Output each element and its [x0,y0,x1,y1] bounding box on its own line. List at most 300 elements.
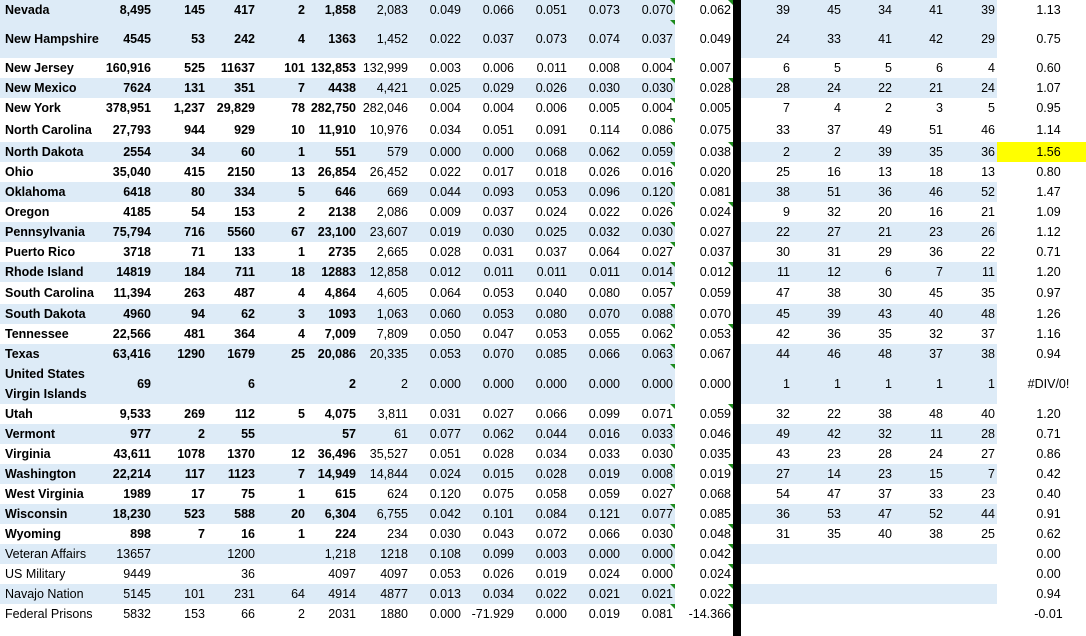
cell-c3[interactable]: 112 [234,407,255,421]
cell-r4[interactable]: 0.024 [588,567,620,581]
cell-c5[interactable]: 2 [349,377,356,391]
cell-avg[interactable]: -14.366 [675,604,733,624]
cell-c3[interactable]: 75 [241,487,255,501]
cell-r5[interactable]: 0.030 [622,222,675,242]
cell-c5[interactable]: 4,864 [324,286,356,300]
cell-c5[interactable]: 282,750 [310,101,356,115]
cell-k2[interactable]: 33 [827,32,841,46]
cell-c3[interactable]: 29,829 [216,101,255,115]
cell-c3[interactable]: 66 [241,607,255,621]
cell-r2[interactable]: 0.004 [482,101,514,115]
cell-r5[interactable]: 0.063 [622,344,675,364]
cell-r4[interactable]: 0.099 [588,407,620,421]
cell-r2[interactable]: 0.053 [482,307,514,321]
cell-k3[interactable]: 2 [885,101,892,115]
cell-c6[interactable]: 2,083 [376,3,408,17]
cell-r3[interactable]: 0.053 [535,185,567,199]
cell-c4[interactable]: 4 [298,327,305,341]
cell-k4[interactable]: 11 [930,427,943,441]
cell-avg[interactable]: 0.062 [675,0,733,20]
cell-avg[interactable]: 0.085 [675,504,733,524]
cell-state[interactable]: New York [5,101,61,115]
cell-avg[interactable]: 0.028 [675,78,733,98]
cell-c4[interactable]: 1 [298,527,305,541]
cell-k1[interactable]: 32 [776,407,790,421]
cell-r1[interactable]: 0.030 [429,527,461,541]
cell-c6[interactable]: 4877 [380,587,408,601]
cell-r3[interactable]: 0.018 [535,165,567,179]
cell-r5[interactable]: 0.057 [622,282,675,304]
cell-k2[interactable]: 16 [827,165,841,179]
cell-k2[interactable]: 46 [827,347,841,361]
cell-c5[interactable]: 615 [335,487,356,501]
cell-avg[interactable]: 0.005 [675,98,733,118]
cell-c5[interactable]: 1,858 [324,3,356,17]
cell-avg[interactable]: 0.012 [675,262,733,282]
cell-k2[interactable]: 47 [827,487,841,501]
cell-k2[interactable]: 53 [827,507,841,521]
cell-c1[interactable]: 22,566 [112,327,151,341]
cell-ratio[interactable]: 0.62 [997,524,1086,544]
cell-k1[interactable]: 54 [776,487,790,501]
cell-r5[interactable]: 0.027 [622,484,675,504]
cell-state[interactable]: North Dakota [5,145,84,159]
cell-c4[interactable]: 20 [291,507,305,521]
cell-avg[interactable]: 0.020 [675,162,733,182]
cell-k3[interactable] [843,584,894,604]
cell-c1[interactable]: 11,394 [113,286,151,300]
cell-state[interactable]: Veteran Affairs [5,547,87,561]
cell-r1[interactable]: 0.022 [429,32,461,46]
cell-k5[interactable]: 13 [981,165,995,179]
cell-c6[interactable]: 4,605 [376,286,408,300]
cell-c6[interactable]: 669 [387,185,408,199]
cell-k1[interactable]: 11 [777,265,790,279]
cell-k1[interactable]: 42 [776,327,790,341]
cell-c3[interactable]: 153 [234,205,255,219]
cell-c1[interactable]: 4960 [123,307,151,321]
cell-r1[interactable]: 0.000 [429,145,461,159]
cell-k1[interactable]: 38 [776,185,790,199]
cell-r1[interactable]: 0.064 [429,286,461,300]
cell-r3[interactable]: 0.028 [535,467,567,481]
cell-c5[interactable]: 1363 [328,32,356,46]
cell-k2[interactable] [792,584,843,604]
cell-r1[interactable]: 0.053 [429,347,461,361]
cell-r4[interactable]: 0.059 [588,487,620,501]
cell-k5[interactable]: 24 [981,81,995,95]
cell-r2[interactable]: 0.053 [482,286,514,300]
cell-k5[interactable]: 21 [981,205,995,219]
cell-c3[interactable]: 1370 [227,447,255,461]
cell-c2[interactable]: 117 [184,467,205,481]
cell-k1[interactable]: 45 [776,307,790,321]
cell-state[interactable]: Federal Prisons [5,607,93,621]
cell-c1[interactable]: 9449 [123,567,151,581]
cell-k1[interactable]: 49 [776,427,790,441]
cell-c5[interactable]: 23,100 [317,225,356,239]
cell-k2[interactable]: 51 [827,185,841,199]
cell-avg[interactable]: 0.027 [675,222,733,242]
cell-k2[interactable]: 35 [827,527,841,541]
cell-state[interactable]: Nevada [5,3,50,17]
cell-avg[interactable]: 0.038 [675,142,733,162]
cell-ratio[interactable]: 0.71 [997,424,1086,444]
cell-avg[interactable]: 0.068 [675,484,733,504]
cell-c4[interactable]: 10 [291,123,305,137]
cell-r1[interactable]: 0.028 [429,245,461,259]
cell-k3[interactable]: 23 [878,467,892,481]
cell-state[interactable]: Puerto Rico [5,245,76,259]
cell-k3[interactable]: 5 [885,61,892,75]
cell-c4[interactable]: 78 [291,101,305,115]
cell-r1[interactable]: 0.077 [429,427,461,441]
cell-r1[interactable]: 0.000 [429,377,461,391]
cell-r3[interactable]: 0.019 [535,567,567,581]
cell-k2[interactable] [792,544,843,564]
cell-c5[interactable]: 224 [335,527,356,541]
cell-ratio[interactable]: 1.14 [997,118,1086,142]
cell-c6[interactable]: 1,063 [376,307,408,321]
cell-c5[interactable]: 12883 [321,265,356,279]
cell-c3[interactable]: 36 [241,567,255,581]
cell-r1[interactable]: 0.049 [429,3,461,17]
cell-r3[interactable]: 0.040 [535,286,567,300]
cell-avg[interactable]: 0.081 [675,182,733,202]
cell-k2[interactable]: 31 [827,245,841,259]
cell-k4[interactable] [894,584,945,604]
cell-state[interactable]: Texas [5,347,40,361]
cell-c6[interactable]: 132,999 [362,61,408,75]
cell-ratio[interactable]: 0.40 [997,484,1086,504]
cell-c3[interactable]: 351 [234,81,255,95]
cell-c4[interactable]: 1 [298,487,305,501]
cell-k4[interactable]: 48 [929,407,943,421]
cell-ratio[interactable]: 0.75 [997,20,1086,58]
cell-r4[interactable]: 0.096 [588,185,620,199]
cell-c6[interactable]: 2,665 [376,245,408,259]
cell-r3[interactable]: 0.000 [535,377,567,391]
cell-k3[interactable]: 36 [878,185,892,199]
cell-r4[interactable]: 0.019 [588,607,620,621]
cell-c6[interactable]: 35,527 [369,447,408,461]
cell-c1[interactable]: 6418 [123,185,151,199]
cell-k1[interactable]: 39 [776,3,790,17]
cell-k3[interactable]: 1 [885,377,892,391]
cell-r4[interactable]: 0.080 [588,286,620,300]
cell-r5[interactable]: 0.008 [622,464,675,484]
cell-c3[interactable]: 6 [248,377,255,391]
cell-c2[interactable] [153,544,207,564]
cell-avg[interactable]: 0.059 [675,404,733,424]
cell-c5[interactable]: 57 [342,427,356,441]
cell-k1[interactable]: 9 [783,205,790,219]
cell-k1[interactable] [741,544,792,564]
cell-c2[interactable]: 525 [184,61,205,75]
cell-c4[interactable]: 67 [291,225,305,239]
cell-c2[interactable]: 523 [184,507,205,521]
cell-avg[interactable]: 0.053 [675,324,733,344]
cell-k4[interactable] [894,564,945,584]
cell-r5[interactable]: 0.027 [622,242,675,262]
cell-state[interactable]: New Mexico [5,81,77,95]
cell-k3[interactable]: 32 [878,427,892,441]
cell-state[interactable]: Pennsylvania [5,225,85,239]
cell-avg[interactable]: 0.035 [675,444,733,464]
cell-r4[interactable]: 0.064 [588,245,620,259]
cell-c1[interactable]: 977 [130,427,151,441]
cell-c2[interactable]: 80 [191,185,205,199]
cell-r3[interactable]: 0.011 [536,61,567,75]
cell-r1[interactable]: 0.108 [429,547,461,561]
cell-k5[interactable]: 22 [981,245,995,259]
cell-k5[interactable]: 35 [981,286,995,300]
cell-r3[interactable]: 0.026 [535,81,567,95]
cell-c2[interactable]: 17 [191,487,205,501]
cell-c6[interactable]: 4,421 [376,81,408,95]
cell-k2[interactable]: 5 [834,61,841,75]
cell-k3[interactable]: 34 [878,3,892,17]
cell-c2[interactable]: 34 [191,145,205,159]
cell-c6[interactable]: 26,452 [369,165,408,179]
cell-r5[interactable]: 0.004 [622,98,675,118]
cell-r4[interactable]: 0.000 [588,377,620,391]
cell-r3[interactable]: 0.003 [535,547,567,561]
cell-r4[interactable]: 0.062 [588,145,620,159]
cell-c3[interactable]: 929 [234,123,255,137]
cell-k3[interactable]: 39 [878,145,892,159]
cell-c5[interactable]: 1,218 [324,547,356,561]
cell-r1[interactable]: 0.003 [429,61,461,75]
cell-c5[interactable]: 4,075 [324,407,356,421]
cell-k1[interactable]: 47 [776,286,790,300]
cell-c5[interactable]: 4914 [328,587,356,601]
cell-c2[interactable]: 415 [184,165,205,179]
cell-r5[interactable]: 0.071 [622,404,675,424]
cell-c5[interactable]: 20,086 [317,347,356,361]
cell-r5[interactable]: 0.033 [622,424,675,444]
cell-state[interactable]: Utah [5,407,33,421]
cell-c4[interactable]: 101 [284,61,305,75]
cell-k1[interactable]: 6 [783,61,790,75]
cell-k5[interactable]: 26 [981,225,995,239]
cell-c2[interactable]: 54 [191,205,205,219]
cell-r3[interactable]: 0.025 [535,225,567,239]
cell-ratio[interactable]: 0.94 [997,344,1086,364]
cell-r3[interactable]: 0.000 [535,607,567,621]
cell-c2[interactable]: 71 [191,245,205,259]
cell-k3[interactable]: 47 [878,507,892,521]
cell-c3[interactable]: 5560 [227,225,255,239]
cell-k3[interactable]: 13 [878,165,892,179]
cell-c3[interactable]: 242 [234,32,255,46]
cell-k3[interactable]: 21 [878,225,892,239]
cell-state[interactable]: Ohio [5,165,34,179]
cell-r4[interactable]: 0.019 [588,467,620,481]
cell-c4[interactable]: 5 [298,407,305,421]
cell-state[interactable]: United States Virgin Islands [5,367,87,401]
cell-k5[interactable]: 36 [981,145,995,159]
cell-c1[interactable]: 5832 [123,607,151,621]
cell-k3[interactable]: 29 [878,245,892,259]
cell-k4[interactable]: 16 [929,205,943,219]
cell-r3[interactable]: 0.051 [535,3,567,17]
cell-c6[interactable]: 2 [401,377,408,391]
cell-c4[interactable]: 3 [298,307,305,321]
cell-k4[interactable]: 41 [929,3,943,17]
cell-k1[interactable]: 30 [776,245,790,259]
cell-c1[interactable]: 5145 [123,587,151,601]
cell-r4[interactable]: 0.033 [588,447,620,461]
cell-ratio[interactable]: 1.16 [997,324,1086,344]
cell-c3[interactable]: 1200 [227,547,255,561]
cell-avg[interactable]: 0.022 [675,584,733,604]
cell-c5[interactable]: 4097 [328,567,356,581]
cell-r3[interactable]: 0.072 [535,527,567,541]
cell-avg[interactable]: 0.075 [675,118,733,142]
cell-k1[interactable]: 36 [776,507,790,521]
cell-c2[interactable] [153,364,207,404]
cell-c2[interactable] [153,564,207,584]
cell-r5[interactable]: 0.016 [622,162,675,182]
cell-r2[interactable]: 0.030 [482,225,514,239]
cell-c4[interactable] [257,564,307,584]
cell-k2[interactable]: 36 [827,327,841,341]
cell-k3[interactable] [843,564,894,584]
cell-avg[interactable]: 0.059 [675,282,733,304]
cell-c3[interactable]: 1679 [227,347,255,361]
cell-k4[interactable] [894,604,945,624]
cell-r4[interactable]: 0.055 [588,327,620,341]
cell-k3[interactable]: 38 [878,407,892,421]
cell-c3[interactable]: 364 [234,327,255,341]
cell-k5[interactable]: 40 [981,407,995,421]
cell-r1[interactable]: 0.031 [429,407,461,421]
cell-c1[interactable]: 9,533 [119,407,151,421]
cell-k3[interactable]: 48 [878,347,892,361]
cell-c1[interactable]: 63,416 [112,347,151,361]
cell-k1[interactable]: 7 [783,101,790,115]
cell-c3[interactable]: 334 [234,185,255,199]
cell-ratio[interactable]: 1.20 [997,404,1086,424]
cell-c3[interactable]: 133 [234,245,255,259]
cell-k3[interactable]: 49 [878,123,892,137]
cell-r1[interactable]: 0.025 [429,81,461,95]
cell-c4[interactable] [257,424,307,444]
cell-state[interactable]: South Dakota [5,307,86,321]
cell-k2[interactable]: 23 [827,447,841,461]
cell-r2[interactable]: 0.026 [482,567,514,581]
cell-r4[interactable]: 0.030 [588,81,620,95]
cell-r4[interactable]: 0.066 [588,527,620,541]
cell-c2[interactable]: 716 [184,225,205,239]
cell-c1[interactable]: 7624 [123,81,151,95]
cell-k4[interactable]: 7 [936,265,943,279]
cell-avg[interactable]: 0.007 [675,58,733,78]
cell-ratio[interactable]: 0.80 [997,162,1086,182]
cell-k2[interactable]: 37 [827,123,841,137]
cell-r4[interactable]: 0.005 [588,101,620,115]
cell-k1[interactable]: 25 [776,165,790,179]
cell-k5[interactable]: 39 [981,3,995,17]
cell-avg[interactable]: 0.046 [675,424,733,444]
cell-c1[interactable]: 35,040 [112,165,151,179]
cell-r2[interactable]: 0.000 [482,377,514,391]
cell-ratio[interactable]: 0.60 [997,58,1086,78]
cell-k5[interactable]: 4 [988,61,995,75]
cell-r2[interactable]: 0.017 [482,165,514,179]
cell-k4[interactable]: 46 [929,185,943,199]
cell-c4[interactable]: 5 [298,185,305,199]
cell-c3[interactable]: 231 [234,587,255,601]
cell-k3[interactable]: 6 [885,265,892,279]
cell-k3[interactable] [843,604,894,624]
cell-state[interactable]: US Military [5,567,66,581]
cell-state[interactable]: Oregon [5,205,50,219]
cell-c6[interactable]: 4097 [380,567,408,581]
cell-c5[interactable]: 4438 [328,81,356,95]
cell-k5[interactable]: 23 [981,487,995,501]
cell-k5[interactable]: 48 [981,307,995,321]
cell-c3[interactable]: 11637 [220,61,255,75]
cell-k2[interactable]: 32 [827,205,841,219]
cell-r2[interactable]: 0.062 [482,427,514,441]
cell-r2[interactable]: 0.075 [482,487,514,501]
cell-r3[interactable]: 0.006 [535,101,567,115]
cell-r4[interactable]: 0.016 [588,427,620,441]
cell-ratio[interactable]: 0.97 [997,282,1086,304]
cell-c4[interactable]: 7 [298,467,305,481]
cell-ratio[interactable]: 0.42 [997,464,1086,484]
cell-c4[interactable] [257,544,307,564]
cell-k3[interactable]: 37 [878,487,892,501]
cell-c2[interactable]: 269 [184,407,205,421]
cell-r1[interactable]: 0.004 [429,101,461,115]
cell-k2[interactable]: 39 [827,307,841,321]
cell-ratio[interactable]: #DIV/0! [997,364,1086,404]
cell-r4[interactable]: 0.121 [588,507,620,521]
cell-k1[interactable]: 22 [776,225,790,239]
cell-avg[interactable]: 0.019 [675,464,733,484]
cell-k2[interactable] [792,564,843,584]
cell-ratio[interactable]: 1.47 [997,182,1086,202]
cell-k2[interactable]: 24 [827,81,841,95]
cell-r2[interactable]: 0.070 [482,347,514,361]
cell-r5[interactable]: 0.026 [622,202,675,222]
cell-k4[interactable]: 45 [929,286,943,300]
cell-state[interactable]: Navajo Nation [5,587,84,601]
cell-state[interactable]: South Carolina [5,286,94,300]
cell-c4[interactable]: 7 [298,81,305,95]
cell-c4[interactable]: 2 [298,205,305,219]
cell-k2[interactable]: 12 [827,265,841,279]
cell-k4[interactable]: 37 [929,347,943,361]
cell-k5[interactable]: 5 [988,101,995,115]
cell-r4[interactable]: 0.114 [589,123,620,137]
cell-r1[interactable]: 0.012 [429,265,461,279]
cell-c2[interactable]: 101 [184,587,205,601]
cell-k3[interactable]: 28 [878,447,892,461]
cell-avg[interactable]: 0.024 [675,202,733,222]
cell-c2[interactable]: 153 [184,607,205,621]
cell-c2[interactable]: 481 [184,327,205,341]
cell-r2[interactable]: 0.066 [482,3,514,17]
cell-state[interactable]: Virginia [5,447,51,461]
cell-r2[interactable]: 0.000 [482,145,514,159]
cell-r1[interactable]: 0.022 [429,165,461,179]
cell-k5[interactable]: 1 [988,377,995,391]
cell-k2[interactable] [792,604,843,624]
